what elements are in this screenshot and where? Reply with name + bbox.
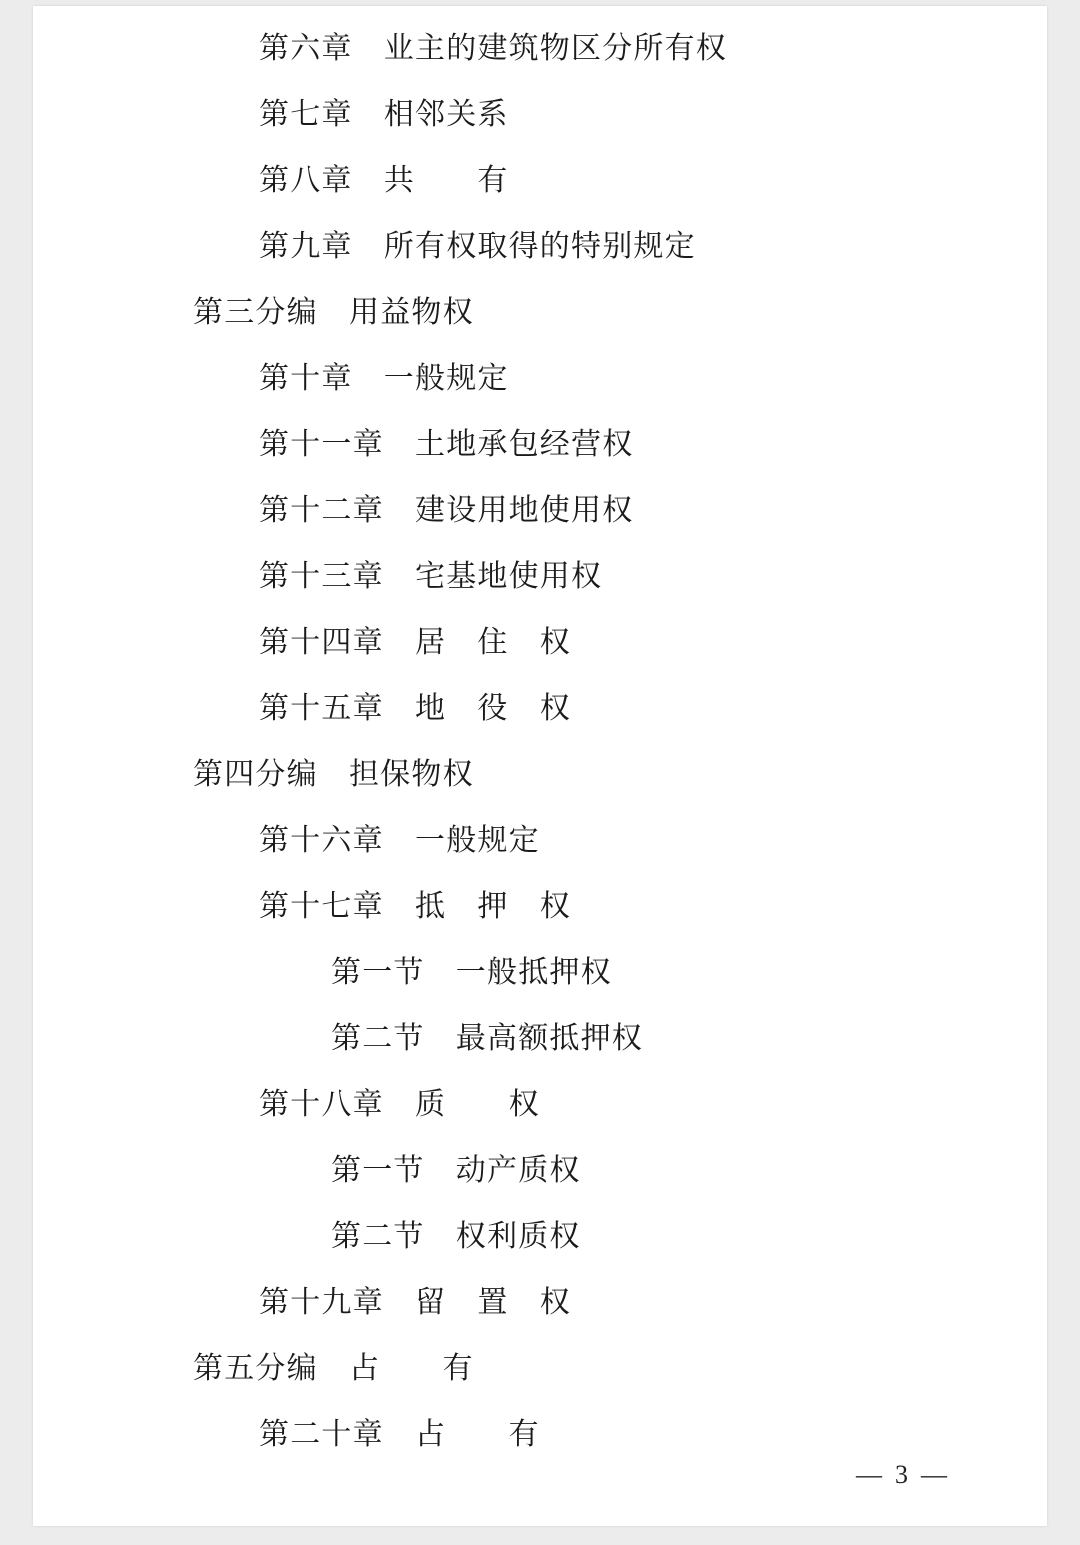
page-content (33, 6, 1047, 1526)
toc-entry: 第九章 所有权取得的特别规定 (259, 230, 696, 263)
page-number: — 3 — (856, 1460, 947, 1489)
toc-entry: 第六章 业主的建筑物区分所有权 (259, 32, 727, 65)
toc-entry: 第四分编 担保物权 (193, 758, 474, 791)
toc-entry: 第十七章 抵 押 权 (259, 890, 571, 923)
toc-entry: 第二节 最高额抵押权 (331, 1022, 643, 1055)
toc-entry: 第十五章 地 役 权 (259, 692, 571, 725)
toc-entry: 第八章 共 有 (259, 164, 509, 197)
toc-entry: 第十章 一般规定 (259, 362, 509, 395)
toc-entry: 第二十章 占 有 (259, 1418, 540, 1451)
toc-entry: 第十六章 一般规定 (259, 824, 540, 857)
toc-entry: 第一节 动产质权 (331, 1154, 581, 1187)
toc-entry: 第十八章 质 权 (259, 1088, 540, 1121)
toc-entry: 第十九章 留 置 权 (259, 1286, 571, 1319)
table-of-contents (33, 16, 1047, 1468)
toc-entry: 第一节 一般抵押权 (331, 956, 612, 989)
document-page (33, 6, 1047, 1526)
toc-entry: 第十四章 居 住 权 (259, 626, 571, 659)
toc-entry: 第十三章 宅基地使用权 (259, 560, 603, 593)
toc-entry: 第十二章 建设用地使用权 (259, 494, 634, 527)
toc-entry: 第三分编 用益物权 (193, 296, 474, 329)
toc-entry: 第七章 相邻关系 (259, 98, 509, 131)
toc-entry: 第二节 权利质权 (331, 1220, 581, 1253)
toc-entry: 第十一章 土地承包经营权 (259, 428, 634, 461)
toc-entry: 第五分编 占 有 (193, 1352, 474, 1385)
